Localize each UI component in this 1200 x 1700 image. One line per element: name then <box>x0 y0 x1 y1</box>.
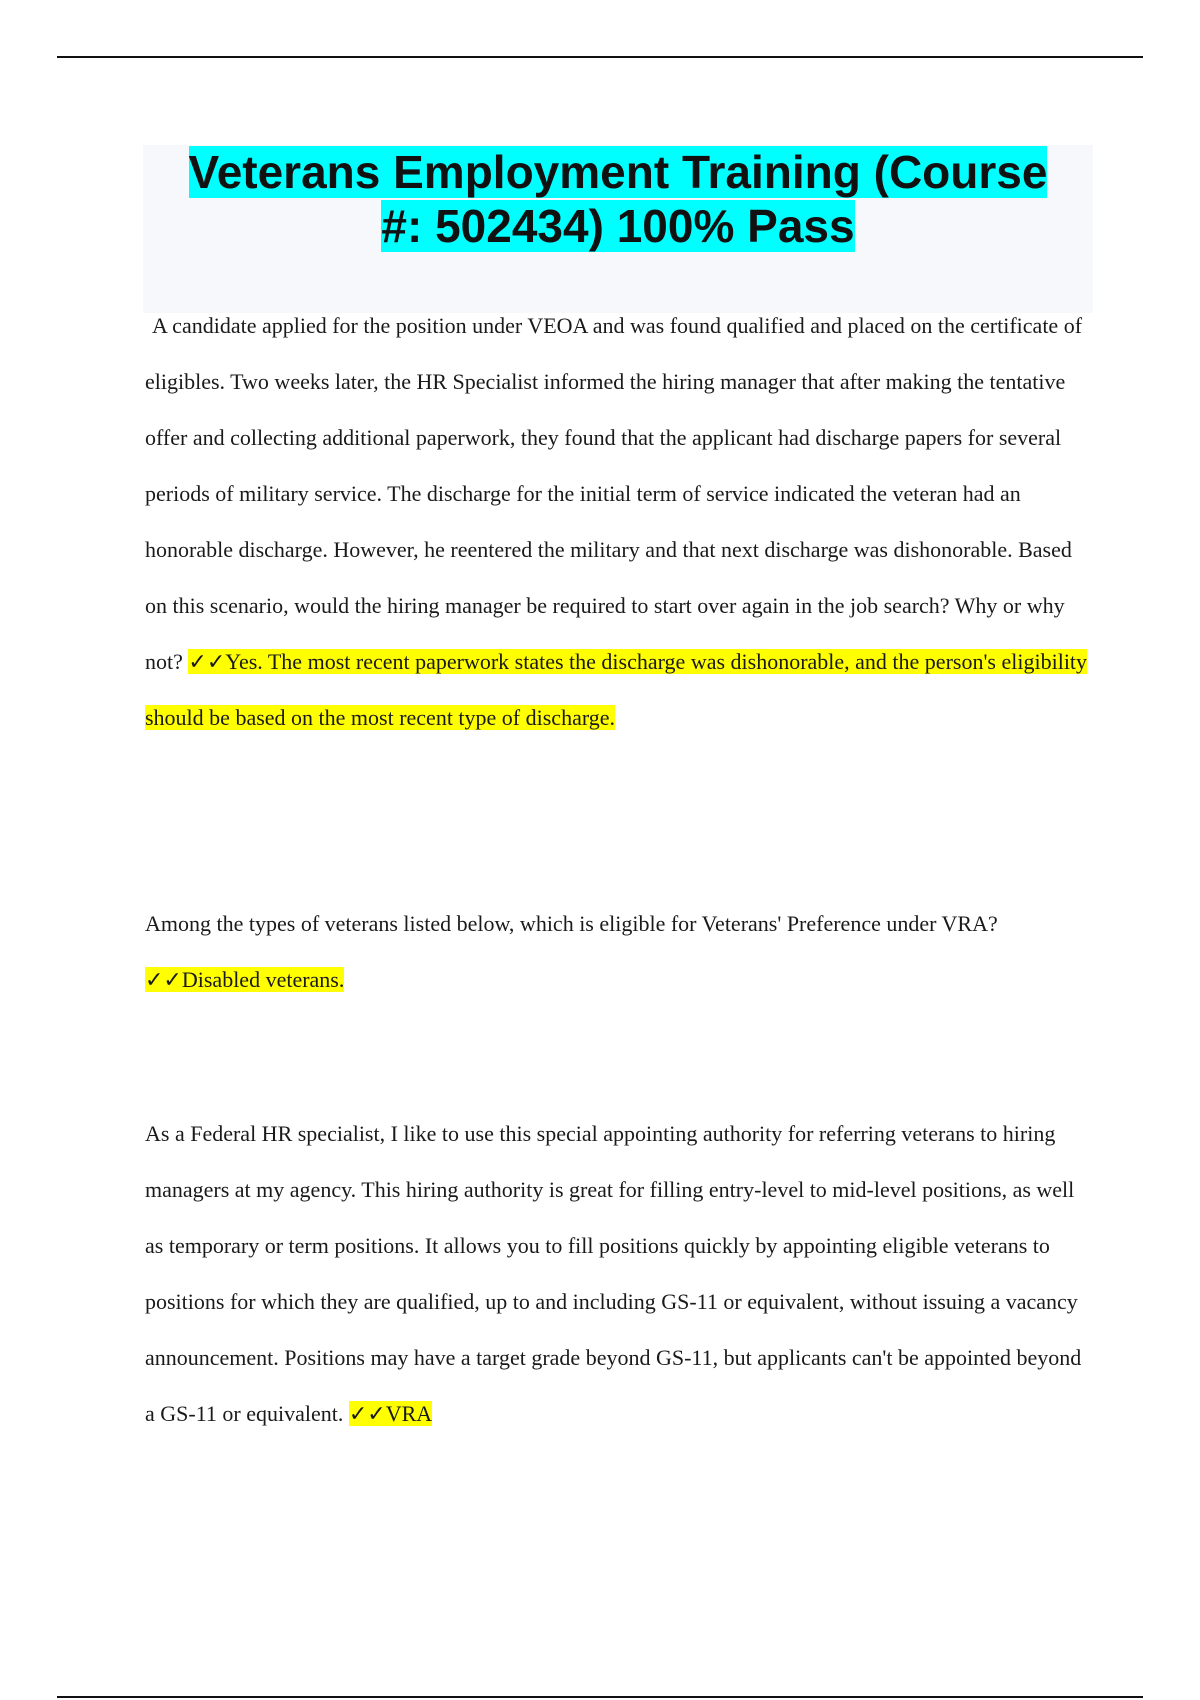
bottom-rule <box>57 1696 1143 1698</box>
question-text: Among the types of veterans listed below, which is eligible for Veterans' Preference under VRA? <box>145 911 998 936</box>
qa-item-1 <box>145 298 1095 746</box>
top-rule <box>57 56 1143 58</box>
answer-text: ✓✓Yes. The most recent paperwork states the discharge was dishonorable, and the person's eligibility should be based on the most recent type of discharge. <box>145 649 1088 730</box>
question-text: A candidate applied for the position under VEOA and was found qualified and placed on the certificate of eligibles. Two weeks later, the HR Specialist informed the hiring manager that after making the tentative offer and collecting additional paperwork, they found that the applicant had discharge papers for several periods of military service. The discharge for the initial term of service indicated the veteran had an honorable discharge. However, he reentered the military and that next discharge was dishonorable. Based on this scenario, would the hiring manager be required to start over again in the job search? Why or why not? <box>145 313 1083 674</box>
answer-text: ✓✓Disabled veterans. <box>145 967 345 992</box>
qa-item-2 <box>145 896 1095 1008</box>
qa-item-3 <box>145 1106 1095 1442</box>
title-line-2: #: 502434) 100% Pass <box>381 200 855 252</box>
title-line-1: Veterans Employment Training (Course <box>188 146 1048 198</box>
document-title <box>143 145 1093 253</box>
answer-text: ✓✓VRA <box>348 1401 433 1426</box>
question-text: As a Federal HR specialist, I like to use this special appointing authority for referring veterans to hiring managers at my agency. This hiring authority is great for filling entry-level to mid-level positions, as well as temporary or term positions. It allows you to fill positions quickly by appointing eligible veterans to positions for which they are qualified, up to and including GS-11 or equivalent, without issuing a vacancy announcement. Positions may have a target grade beyond GS-11, but applicants can't be appointed beyond a GS-11 or equivalent. <box>145 1121 1082 1426</box>
document-title-block <box>143 145 1093 313</box>
